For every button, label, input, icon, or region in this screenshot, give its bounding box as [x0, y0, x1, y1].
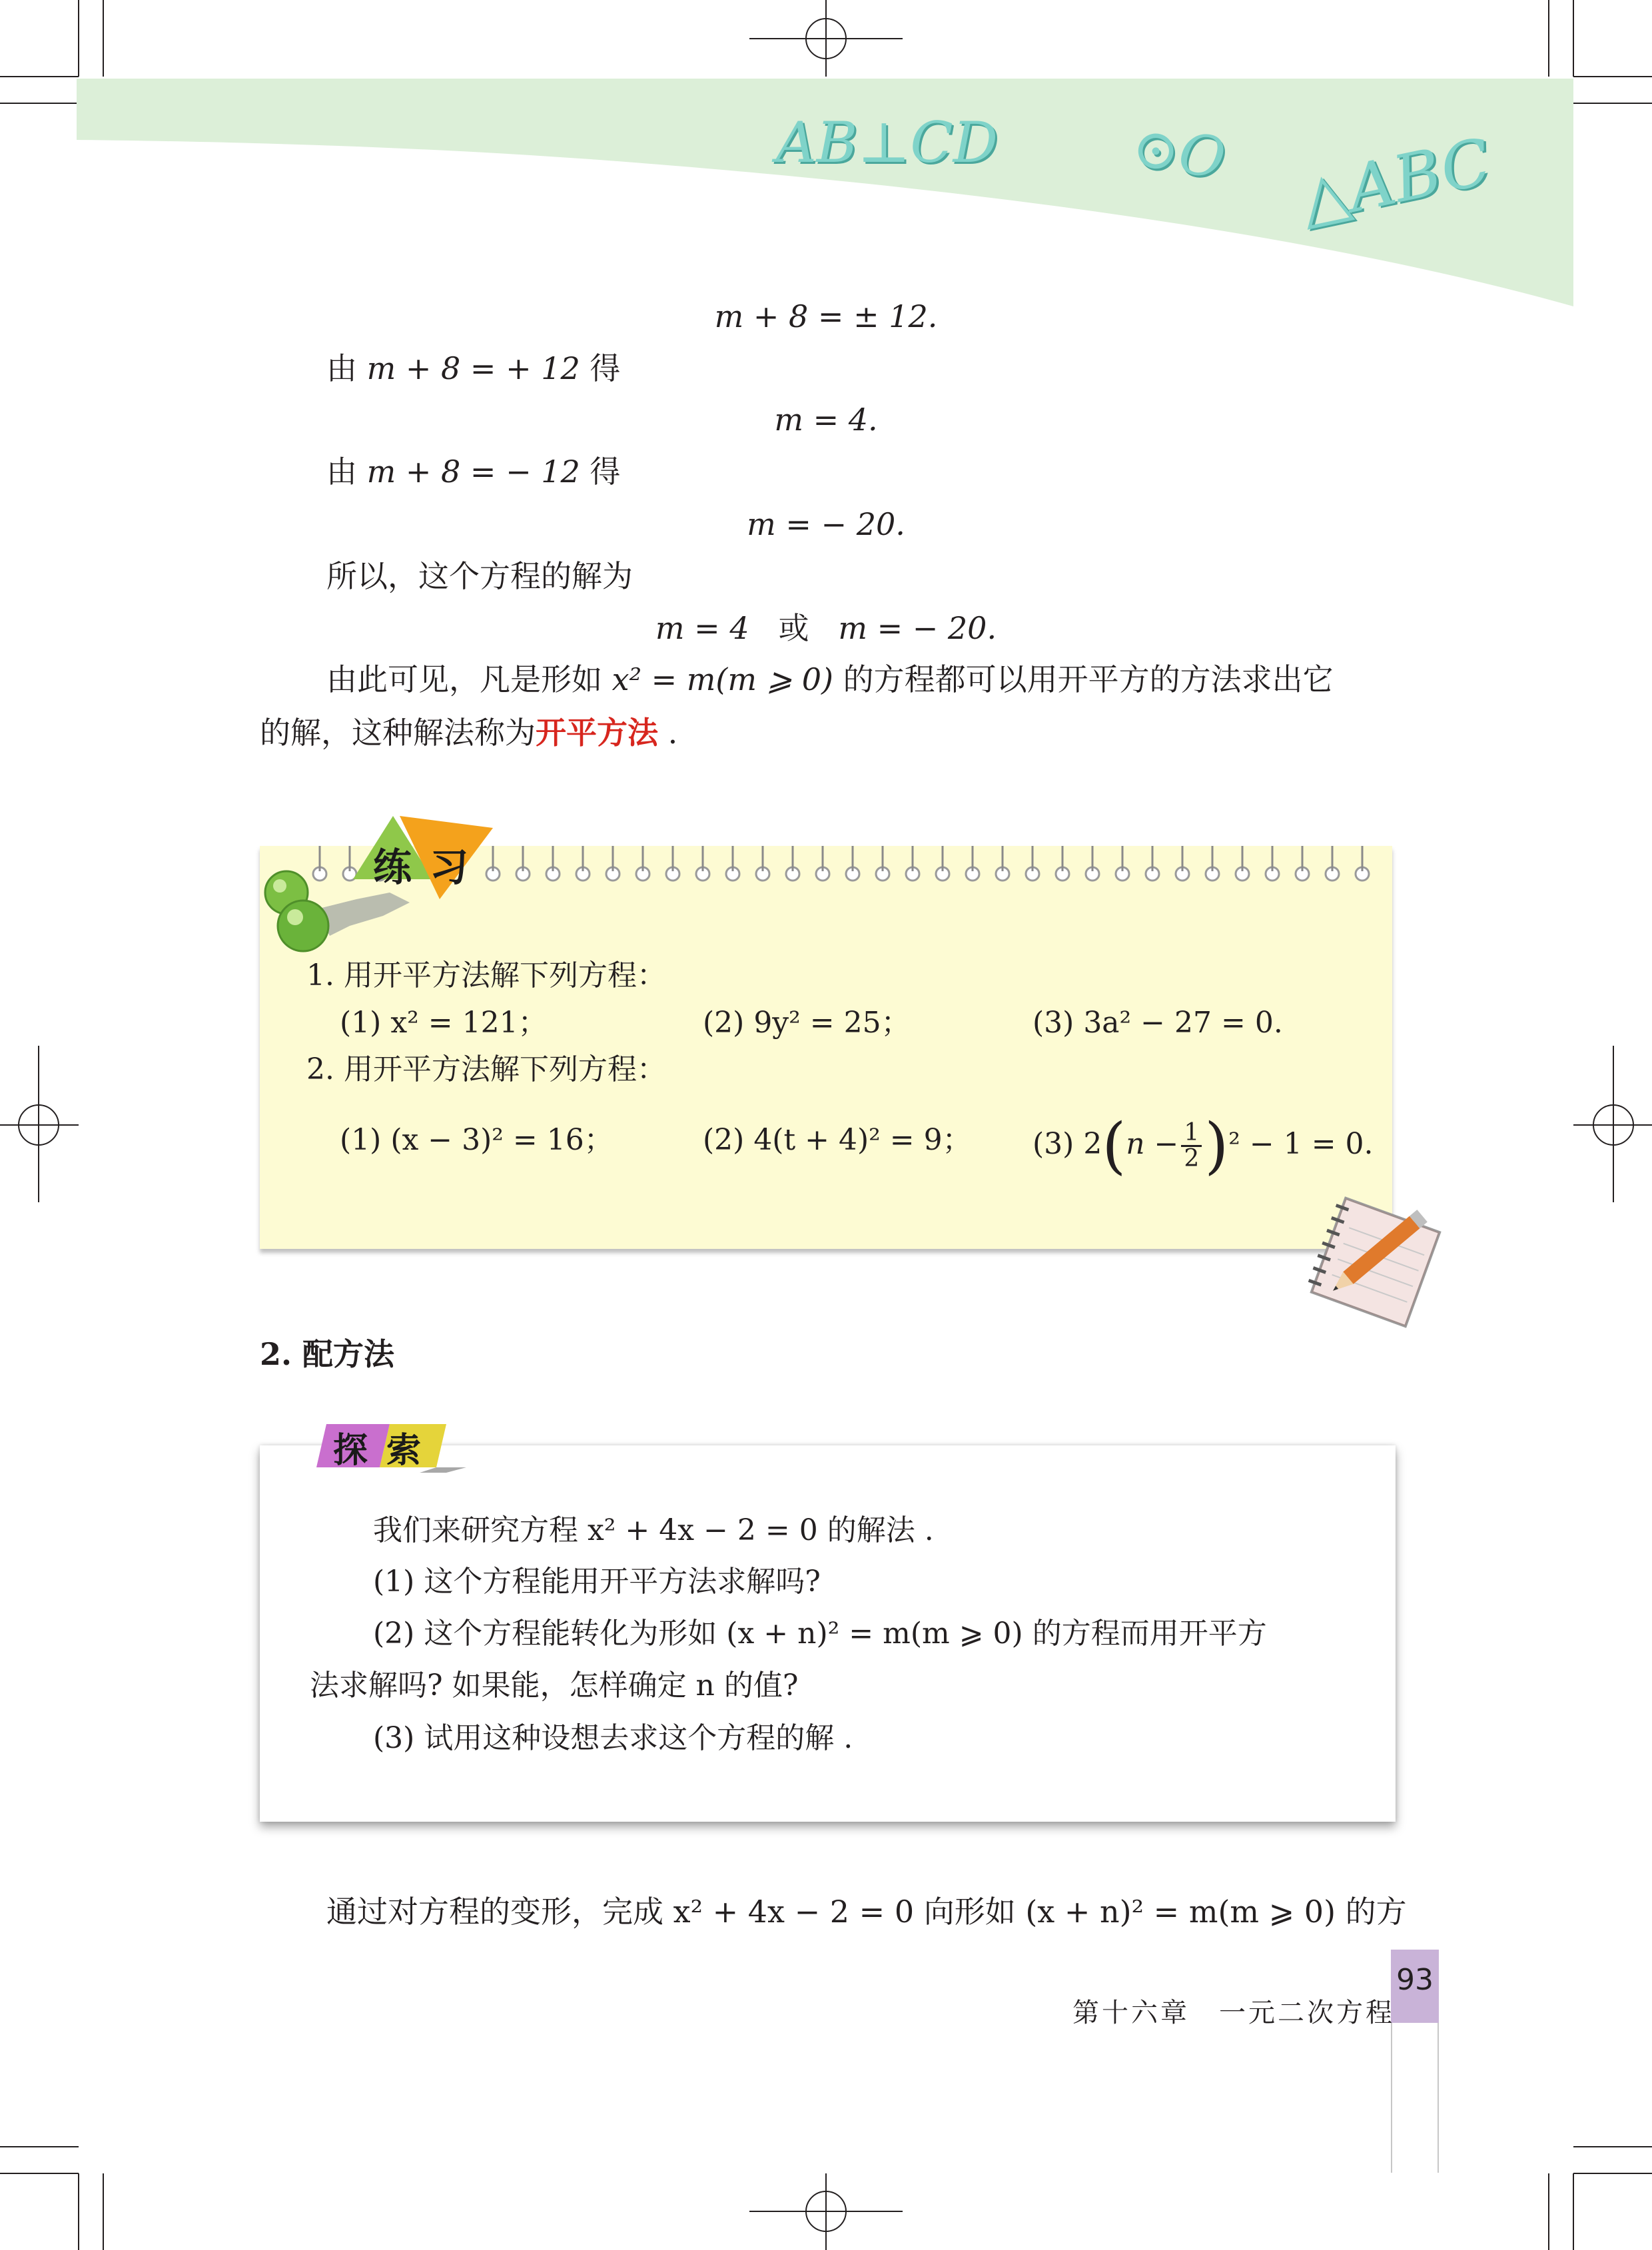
equation-2: m = 4.: [774, 402, 878, 438]
notepad-pencil-icon: [1299, 1186, 1452, 1339]
text-line-so: 所以，这个方程的解为: [326, 558, 633, 594]
explore-line-5: (3) 试用这种设想去求这个方程的解 .: [373, 1721, 853, 1755]
exercise-box: [260, 846, 1392, 1249]
page-tab-rule: [1391, 2023, 1439, 2173]
exercise-q1-c: (3) 3a² − 27 = 0.: [1032, 1006, 1283, 1040]
text-line-by1: 由 m + 8 = + 12 得: [326, 350, 621, 386]
explore-line-3: (2) 这个方程能转化为形如 (x + n)² = m(m ⩾ 0) 的方程而用开平方: [373, 1617, 1267, 1651]
header-symbol-circle: ⊙O: [1128, 113, 1230, 192]
exercise-q2-c: (3) 2(n − $\frac{1}{2}$ )² − 1 = 0.: [1032, 1110, 1374, 1182]
term-kaipingfangfa: 开平方法: [536, 715, 658, 751]
explore-line-2: (1) 这个方程能用开平方法求解吗?: [373, 1565, 821, 1599]
equation-4: m = 4 或 m = − 20.: [655, 610, 997, 646]
explore-line-1: 我们来研究方程 x² + 4x − 2 = 0 的解法 .: [373, 1513, 934, 1547]
exercise-q2-b: (2) 4(t + 4)² = 9；: [703, 1123, 972, 1157]
exercise-q2: 2. 用开平方法解下列方程：: [306, 1052, 666, 1086]
paragraph-line-2: 的解，这种解法称为开平方法 .: [260, 715, 678, 751]
page-number: 93: [1396, 1963, 1434, 1997]
closing-line: 通过对方程的变形，完成 x² + 4x − 2 = 0 向形如 (x + n)² = m(m ⩾ 0) 的方: [326, 1894, 1407, 1930]
exercise-title-char-2: 习: [430, 845, 469, 890]
equation-3: m = − 20.: [747, 506, 905, 542]
text-line-by2: 由 m + 8 = − 12 得: [326, 454, 621, 490]
explore-title-char-2: 索: [386, 1431, 422, 1471]
pushpin-icon: [256, 863, 423, 962]
header-symbol-triangle: △ABC: [1293, 124, 1497, 237]
exercise-title-char-1: 练: [373, 845, 412, 890]
header-symbol-perpendicular: AB⊥CD: [776, 110, 999, 175]
exercise-q1-b: (2) 9y² = 25；: [703, 1006, 911, 1040]
paragraph-line-1: 由此可见，凡是形如 x² = m(m ⩾ 0) 的方程都可以用开平方的方法求出它: [326, 661, 1334, 697]
explore-line-4: 法求解吗? 如果能，怎样确定 n 的值?: [310, 1669, 799, 1702]
equation-1: m + 8 = ± 12.: [714, 298, 938, 334]
exercise-q2-a: (1) (x − 3)² = 16；: [340, 1123, 614, 1157]
exercise-q1-a: (1) x² = 121；: [340, 1006, 548, 1040]
section-heading: 2. 配方法: [260, 1336, 395, 1372]
exercise-q1: 1. 用开平方法解下列方程：: [306, 958, 666, 992]
explore-title-char-1: 探: [333, 1431, 368, 1471]
chapter-title: 第十六章 一元二次方程: [1072, 1998, 1395, 2028]
